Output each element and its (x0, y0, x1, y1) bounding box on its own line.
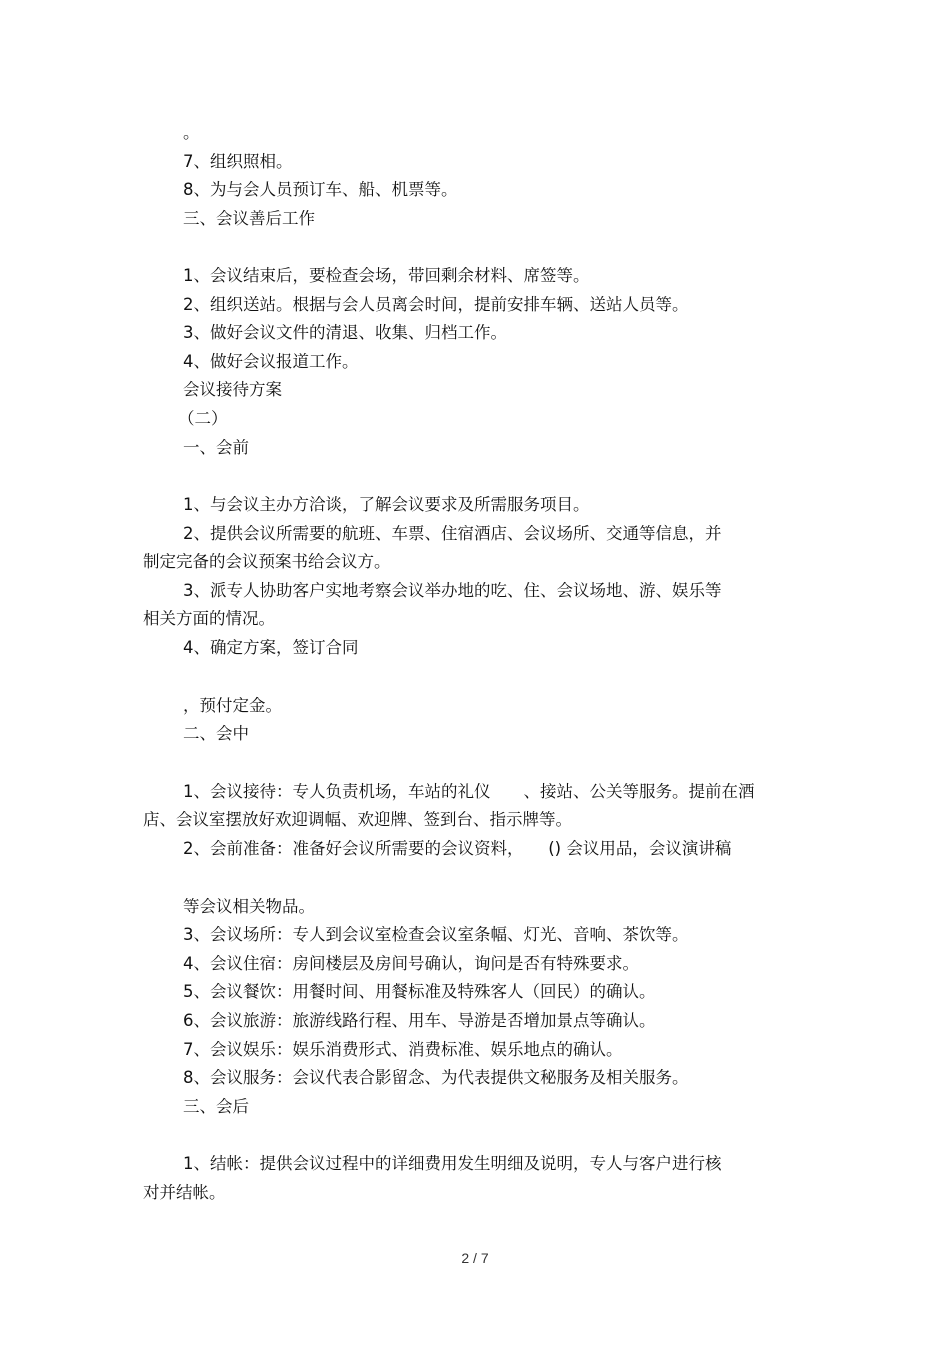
text-line: 1、会议结束后，要检查会场，带回剩余材料、席签等。 (183, 266, 590, 285)
text-line: ，预付定金。 (183, 696, 282, 715)
text-line: 2、提供会议所需要的航班、车票、住宿酒店、会议场所、交通等信息，并 (183, 524, 722, 543)
text-line: 1、结帐：提供会议过程中的详细费用发生明细及说明，专人与客户进行核 (183, 1154, 722, 1173)
text-line: 5、会议餐饮：用餐时间、用餐标准及特殊客人（回民）的确认。 (183, 982, 656, 1001)
text-line: 1、与会议主办方洽谈，了解会议要求及所需服务项目。 (183, 495, 590, 514)
section-subtitle: （二） (178, 409, 228, 428)
text-line: 。 (183, 123, 200, 142)
section-heading: 一、会前 (183, 438, 249, 457)
text-line: 6、会议旅游：旅游线路行程、用车、导游是否增加景点等确认。 (183, 1011, 656, 1030)
text-line: 7、组织照相。 (183, 152, 293, 171)
text-line: 4、确定方案，签订合同 (183, 638, 359, 657)
text-line: 店、会议室摆放好欢迎调幅、欢迎牌、签到台、指示牌等。 (143, 810, 572, 829)
text-line: 8、为与会人员预订车、船、机票等。 (183, 180, 458, 199)
text-line: 4、做好会议报道工作。 (183, 352, 359, 371)
text-line: 制定完备的会议预案书给会议方。 (143, 552, 391, 571)
text-line: 3、派专人协助客户实地考察会议举办地的吃、住、会议场地、游、娱乐等 (183, 581, 722, 600)
text-line: 等会议相关物品。 (183, 897, 315, 916)
text-line: 7、会议娱乐：娱乐消费形式、消费标准、娱乐地点的确认。 (183, 1040, 623, 1059)
section-heading: 三、会议善后工作 (183, 209, 315, 228)
text-line: 2、会前准备：准备好会议所需要的会议资料， () 会议用品，会议演讲稿 (183, 839, 732, 858)
text-line: 4、会议住宿：房间楼层及房间号确认，询问是否有特殊要求。 (183, 954, 639, 973)
text-line: 3、会议场所：专人到会议室检查会议室条幅、灯光、音响、茶饮等。 (183, 925, 689, 944)
text-line: 1、会议接待：专人负责机场，车站的礼仪 、接站、公关等服务。提前在酒 (183, 782, 755, 801)
section-heading: 二、会中 (183, 724, 249, 743)
section-title: 会议接待方案 (183, 380, 282, 399)
text-line: 8、会议服务：会议代表合影留念、为代表提供文秘服务及相关服务。 (183, 1068, 689, 1087)
text-line: 3、做好会议文件的清退、收集、归档工作。 (183, 323, 507, 342)
text-line: 对并结帐。 (143, 1183, 226, 1202)
page-number: 2 / 7 (461, 1250, 489, 1266)
text-line: 相关方面的情况。 (143, 609, 275, 628)
text-line: 2、组织送站。根据与会人员离会时间，提前安排车辆、送站人员等。 (183, 295, 689, 314)
section-heading: 三、会后 (183, 1097, 249, 1116)
